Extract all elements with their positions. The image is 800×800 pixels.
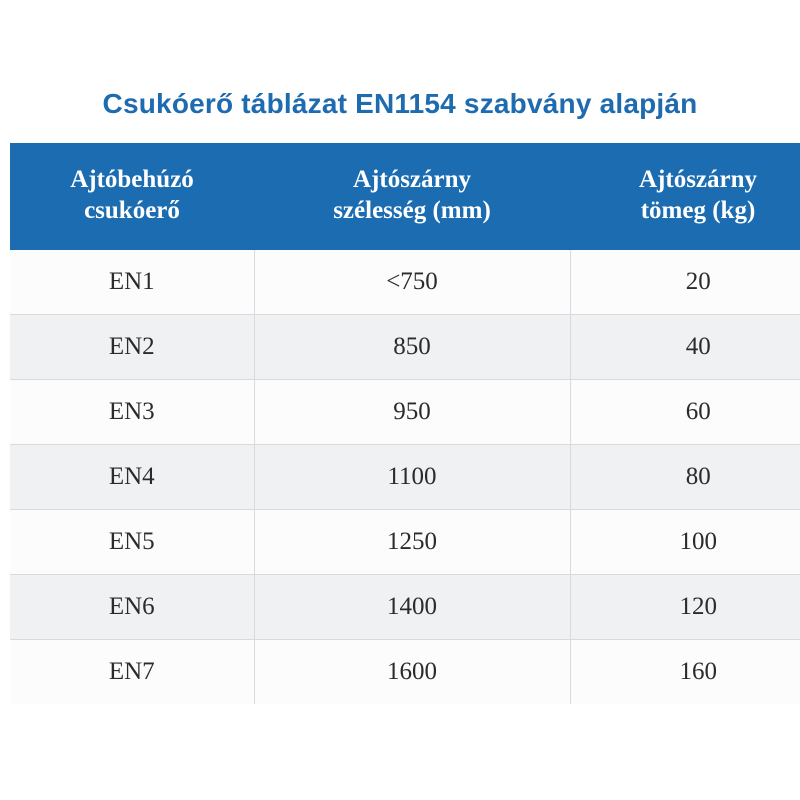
cell-door-weight: 80 — [570, 445, 800, 510]
cell-closing-force: EN2 — [10, 315, 254, 380]
cell-closing-force: EN6 — [10, 575, 254, 640]
table-row — [10, 510, 800, 575]
cell-door-width: 1100 — [254, 445, 570, 510]
column-header-door-width-line1: Ajtószárny — [352, 166, 472, 193]
cell-closing-force: EN5 — [10, 510, 254, 575]
table-row — [10, 315, 800, 380]
column-header-closing-force-line1: Ajtóbehúzó — [70, 166, 194, 193]
cell-door-width: 1250 — [254, 510, 570, 575]
cell-closing-force: EN3 — [10, 380, 254, 445]
cell-closing-force: EN1 — [10, 250, 254, 315]
cell-door-weight: 120 — [570, 575, 800, 640]
cell-closing-force: EN7 — [10, 640, 254, 705]
table-body — [10, 250, 800, 704]
column-header-door-weight-line2: tömeg (kg) — [640, 196, 756, 224]
cell-door-width: <750 — [254, 250, 570, 315]
table-header — [10, 143, 800, 250]
table-row — [10, 250, 800, 315]
column-header-door-weight-line1: Ajtószárny — [638, 166, 758, 193]
table-row — [10, 640, 800, 705]
column-header-door-weight — [570, 143, 800, 250]
cell-door-weight: 100 — [570, 510, 800, 575]
cell-door-weight: 20 — [570, 250, 800, 315]
cell-door-weight: 40 — [570, 315, 800, 380]
cell-door-width: 850 — [254, 315, 570, 380]
table-row — [10, 380, 800, 445]
closing-force-table-container — [10, 143, 790, 704]
column-header-closing-force — [10, 143, 254, 250]
table-header-row — [10, 143, 800, 250]
table-row — [10, 575, 800, 640]
cell-door-width: 1400 — [254, 575, 570, 640]
page-title: Csukóerő táblázat EN1154 szabvány alapján — [102, 88, 698, 119]
cell-door-weight: 160 — [570, 640, 800, 705]
cell-closing-force: EN4 — [10, 445, 254, 510]
cell-door-width: 950 — [254, 380, 570, 445]
cell-door-width: 1600 — [254, 640, 570, 705]
table-row — [10, 445, 800, 510]
cell-door-weight: 60 — [570, 380, 800, 445]
column-header-door-width — [254, 143, 570, 250]
column-header-door-width-line2: szélesség (mm) — [333, 196, 491, 224]
column-header-closing-force-line2: csukóerő — [84, 196, 180, 224]
closing-force-table — [10, 143, 800, 704]
